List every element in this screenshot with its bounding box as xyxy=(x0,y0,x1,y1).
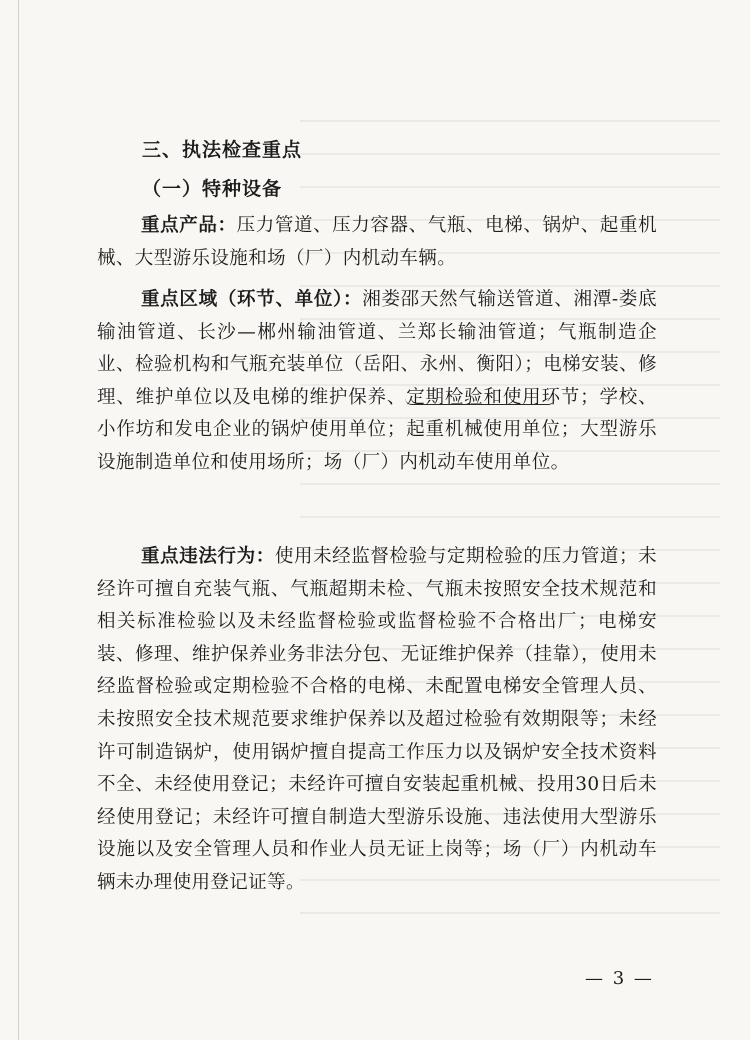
paragraph-text: 使用未经监督检验与定期检验的压力管道；未经许可擅自充装气瓶、气瓶超期未检、气瓶未按照安全技术规范和相关标准检验以及未经监督检验或监督检验不合格出厂；电梯安装、修理、维护保养业务非法分包、无证维护保养（挂靠），使用未经监督检验或定期检验不合格的电梯、未配置电梯安全管理人员、未按照安全技术规范要求维护保养以及超过检验有效期限等；未经许可制造锅炉，使用锅炉擅自提高工作压力以及锅炉安全技术资料不全、未经使用登记；未经许可擅自安装起重机械、投用30日后未经使用登记；未经许可擅自制造大型游乐设施、违法使用大型游乐设施以及安全管理人员和作业人员无证上岗等；场（厂）内机动车辆未办理使用登记证等。 xyxy=(97,546,657,893)
page-number: — 3 — xyxy=(585,968,654,989)
paragraph-label: 重点区域（环节、单位）： xyxy=(141,289,363,310)
paragraph-key-areas xyxy=(97,284,657,480)
paragraph-text: 压力管道、压力容器、气瓶、电梯、锅炉、起重机械、大型游乐设施和场（厂）内机动车辆。 xyxy=(97,215,657,269)
paragraph-text: 湘娄邵天然气输送管道、湘潭-娄底输油管道、长沙—郴州输油管道、兰郑长输油管道；气瓶制造企业、检验机构和气瓶充装单位（岳阳、永州、衡阳）；电梯安装、修理、维护单位以及电梯的维护保养、定期检验和使用环节；学校、小作坊和发电企业的锅炉使用单位；起重机械使用单位；大型游乐设施制造单位和使用场所；场（厂）内机动车使用单位。 xyxy=(97,289,657,473)
section-heading: 三、执法检查重点 xyxy=(142,139,303,161)
paragraph-label: 重点违法行为： xyxy=(141,546,275,567)
subsection-heading: （一）特种设备 xyxy=(142,178,283,200)
paragraph-key-violations xyxy=(97,541,657,900)
binding-edge-line xyxy=(18,0,19,1040)
handwritten-underline xyxy=(405,398,555,405)
paragraph-label: 重点产品： xyxy=(141,215,237,236)
paragraph-key-products xyxy=(97,210,657,275)
